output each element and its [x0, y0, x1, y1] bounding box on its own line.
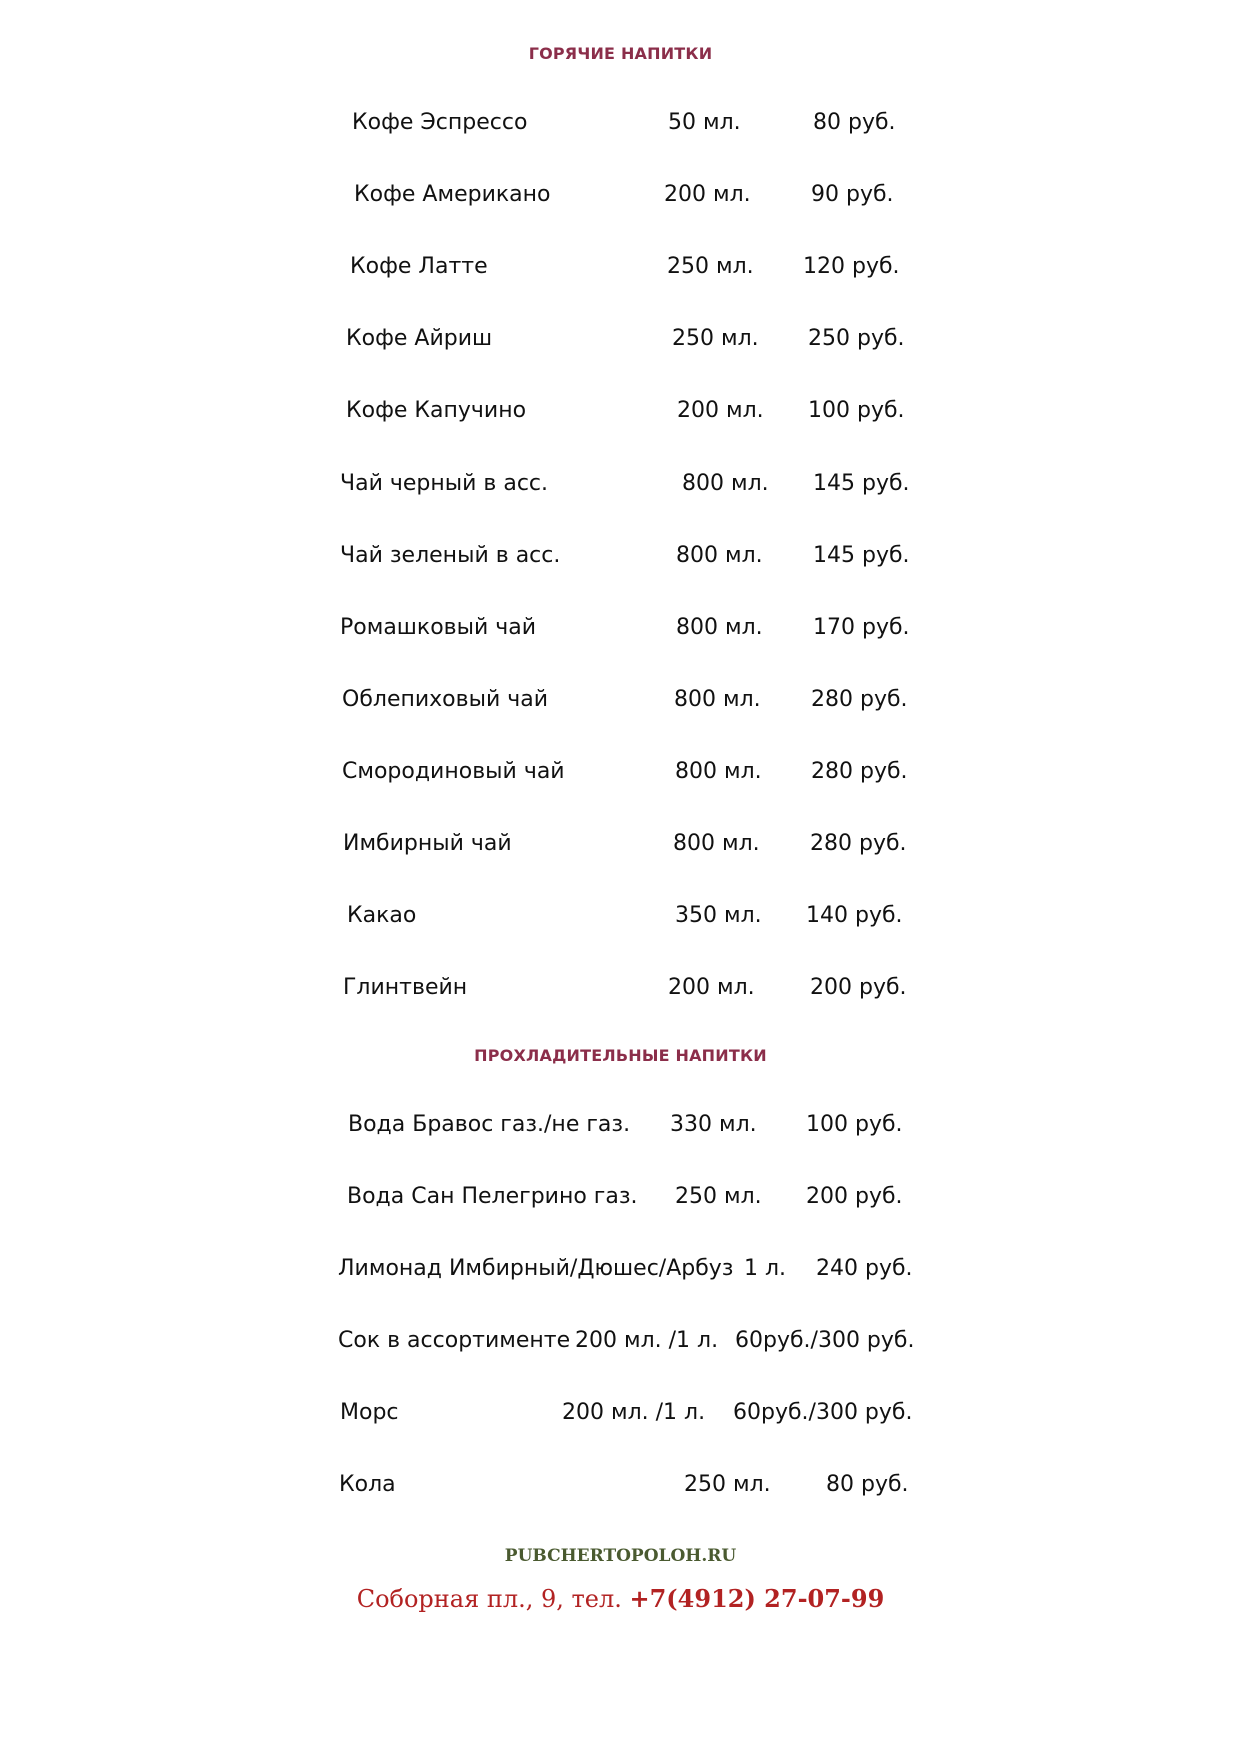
item-price: 80 руб. — [826, 1472, 909, 1497]
item-volume: 800 мл. — [682, 471, 769, 496]
menu-item — [0, 182, 1241, 212]
menu-item — [0, 1400, 1241, 1430]
item-volume: 200 мл. — [677, 398, 764, 423]
item-volume: 800 мл. — [676, 543, 763, 568]
item-name: Сок в ассортименте — [338, 1328, 571, 1353]
item-name: Вода Бравос газ./не газ. — [348, 1112, 631, 1137]
hot-drinks-title: ГОРЯЧИЕ НАПИТКИ — [528, 44, 713, 63]
item-price: 60руб./300 руб. — [735, 1328, 915, 1353]
menu-item — [0, 1328, 1241, 1358]
item-name: Смородиновый чай — [342, 759, 565, 784]
item-price: 280 руб. — [811, 759, 908, 784]
item-name: Кола — [339, 1472, 396, 1497]
item-name: Кофе Айриш — [346, 326, 493, 351]
item-price: 170 руб. — [813, 615, 910, 640]
item-name: Чай зеленый в асс. — [340, 543, 561, 568]
item-volume: 250 мл. — [675, 1184, 762, 1209]
item-price: 200 руб. — [806, 1184, 903, 1209]
item-price: 120 руб. — [803, 254, 900, 279]
item-volume: 800 мл. — [674, 687, 761, 712]
menu-item — [0, 1112, 1241, 1142]
item-volume: 250 мл. — [667, 254, 754, 279]
item-price: 280 руб. — [811, 687, 908, 712]
item-price: 100 руб. — [808, 398, 905, 423]
item-volume: 800 мл. — [675, 759, 762, 784]
item-volume: 250 мл. — [672, 326, 759, 351]
item-price: 145 руб. — [813, 543, 910, 568]
item-volume: 800 мл. — [673, 831, 760, 856]
item-volume: 200 мл. /1 л. — [575, 1328, 719, 1353]
phone-number: +7(4912) 27-07-99 — [629, 1584, 885, 1613]
menu-item — [0, 1472, 1241, 1502]
menu-item — [0, 903, 1241, 933]
menu-item — [0, 543, 1241, 573]
address-line — [0, 1584, 1241, 1613]
item-name: Морс — [340, 1400, 399, 1425]
item-volume: 200 мл. /1 л. — [562, 1400, 706, 1425]
item-name: Лимонад Имбирный/Дюшес/Арбуз — [338, 1256, 734, 1281]
item-name: Кофе Американо — [354, 182, 551, 207]
item-volume: 1 л. — [744, 1256, 787, 1281]
item-volume: 200 мл. — [668, 975, 755, 1000]
menu-item — [0, 1256, 1241, 1286]
item-name: Глинтвейн — [343, 975, 468, 1000]
item-price: 90 руб. — [811, 182, 894, 207]
item-price: 80 руб. — [813, 110, 896, 135]
item-price: 250 руб. — [808, 326, 905, 351]
menu-item — [0, 759, 1241, 789]
item-price: 240 руб. — [816, 1256, 913, 1281]
menu-item — [0, 326, 1241, 356]
item-volume: 50 мл. — [668, 110, 741, 135]
item-volume: 250 мл. — [684, 1472, 771, 1497]
item-name: Ромашковый чай — [340, 615, 537, 640]
item-price: 145 руб. — [813, 471, 910, 496]
address-text: Соборная пл., 9, тел. — [356, 1585, 630, 1613]
item-volume: 350 мл. — [675, 903, 762, 928]
menu-item — [0, 254, 1241, 284]
item-name: Имбирный чай — [343, 831, 512, 856]
item-name: Чай черный в асс. — [340, 471, 549, 496]
item-name: Вода Сан Пелегрино газ. — [347, 1184, 638, 1209]
menu-item — [0, 398, 1241, 428]
item-volume: 200 мл. — [664, 182, 751, 207]
item-name: Кофе Эспрессо — [352, 110, 528, 135]
menu-item — [0, 975, 1241, 1005]
item-price: 280 руб. — [810, 831, 907, 856]
item-volume: 330 мл. — [670, 1112, 757, 1137]
menu-item — [0, 1184, 1241, 1214]
menu-item — [0, 471, 1241, 501]
item-name: Кофе Капучино — [346, 398, 527, 423]
menu-item — [0, 687, 1241, 717]
item-price: 100 руб. — [806, 1112, 903, 1137]
menu-item — [0, 831, 1241, 861]
item-name: Облепиховый чай — [342, 687, 549, 712]
item-name: Кофе Латте — [350, 254, 488, 279]
cold-drinks-title: ПРОХЛАДИТЕЛЬНЫЕ НАПИТКИ — [474, 1046, 767, 1065]
item-name: Какао — [347, 903, 417, 928]
menu-item — [0, 615, 1241, 645]
item-price: 200 руб. — [810, 975, 907, 1000]
item-price: 60руб./300 руб. — [733, 1400, 913, 1425]
website-link[interactable]: PUBCHERTOPOLOH.RU — [504, 1546, 737, 1566]
item-volume: 800 мл. — [676, 615, 763, 640]
item-price: 140 руб. — [806, 903, 903, 928]
menu-item — [0, 110, 1241, 140]
